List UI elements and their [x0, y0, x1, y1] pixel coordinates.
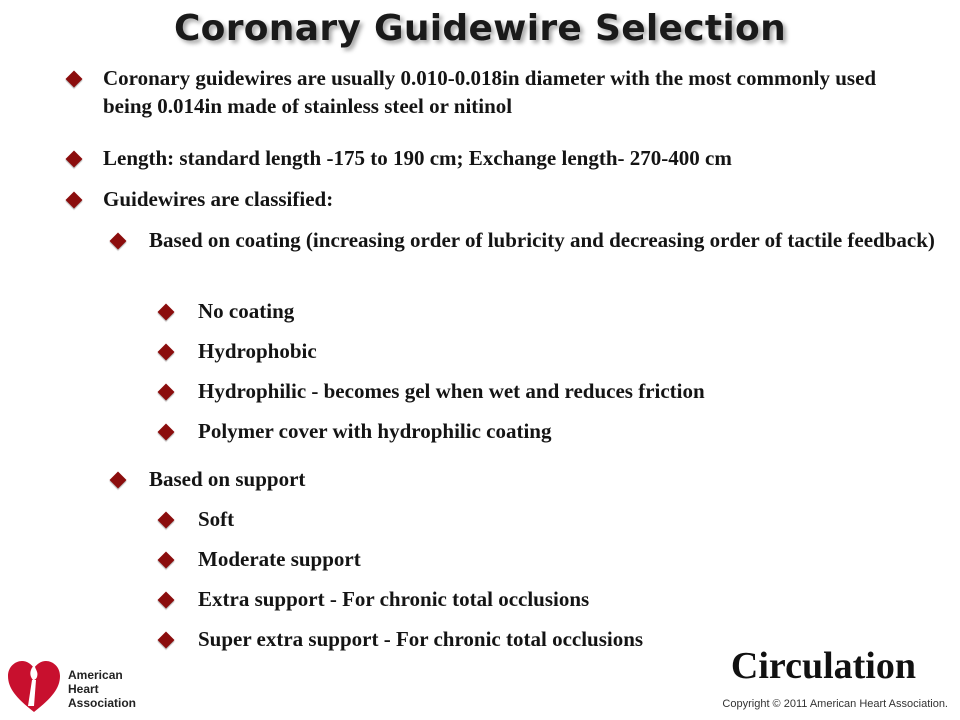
list-item-coating: Hydrophilic - becomes gel when wet and reduces friction: [198, 379, 705, 403]
diamond-bullet-icon: [66, 192, 83, 209]
heart-torch-icon: [6, 656, 62, 714]
diamond-bullet-icon: [158, 304, 175, 321]
bullet-coating-header: Based on coating (increasing order of lubricity and decreasing order of tactile feedback): [149, 228, 935, 252]
diamond-bullet-icon: [66, 151, 83, 168]
list-item-support: Moderate support: [198, 547, 361, 571]
diamond-bullet-icon: [158, 384, 175, 401]
diamond-bullet-icon: [158, 632, 175, 649]
aha-logo: [6, 656, 151, 714]
logo-line: American: [68, 668, 123, 682]
bullet-support-header: Based on support: [149, 467, 306, 491]
slide-title: Coronary Guidewire Selection: [173, 8, 787, 49]
bullet-diameter: Coronary guidewires are usually 0.010-0.018in diameter with the most commonly used being 0.014in made of stainless steel or nitinol: [103, 66, 877, 118]
diamond-bullet-icon: [110, 233, 127, 250]
bullet-length: Length: standard length -175 to 190 cm; Exchange length- 270-400 cm: [103, 146, 732, 170]
list-item-coating: Polymer cover with hydrophilic coating: [198, 419, 552, 443]
copyright-text: Copyright © 2011 American Heart Association.: [722, 698, 948, 710]
list-item-support: Soft: [198, 507, 235, 531]
bullet-classified: Guidewires are classified:: [103, 187, 334, 211]
journal-name: Circulation: [730, 645, 916, 687]
diamond-bullet-icon: [158, 592, 175, 609]
diamond-bullet-icon: [110, 472, 127, 489]
diamond-bullet-icon: [66, 71, 83, 88]
logo-line: Association: [68, 696, 137, 710]
list-item-support: Extra support - For chronic total occlusions: [198, 587, 590, 611]
diamond-bullet-icon: [158, 424, 175, 441]
list-item-coating: Hydrophobic: [198, 339, 317, 363]
diamond-bullet-icon: [158, 552, 175, 569]
diamond-bullet-icon: [158, 344, 175, 361]
diamond-bullet-icon: [158, 512, 175, 529]
list-item-coating: No coating: [198, 299, 295, 323]
logo-line: Heart: [68, 682, 99, 696]
logo-text: [68, 668, 136, 710]
list-item-support: Super extra support - For chronic total occlusions: [198, 627, 644, 651]
